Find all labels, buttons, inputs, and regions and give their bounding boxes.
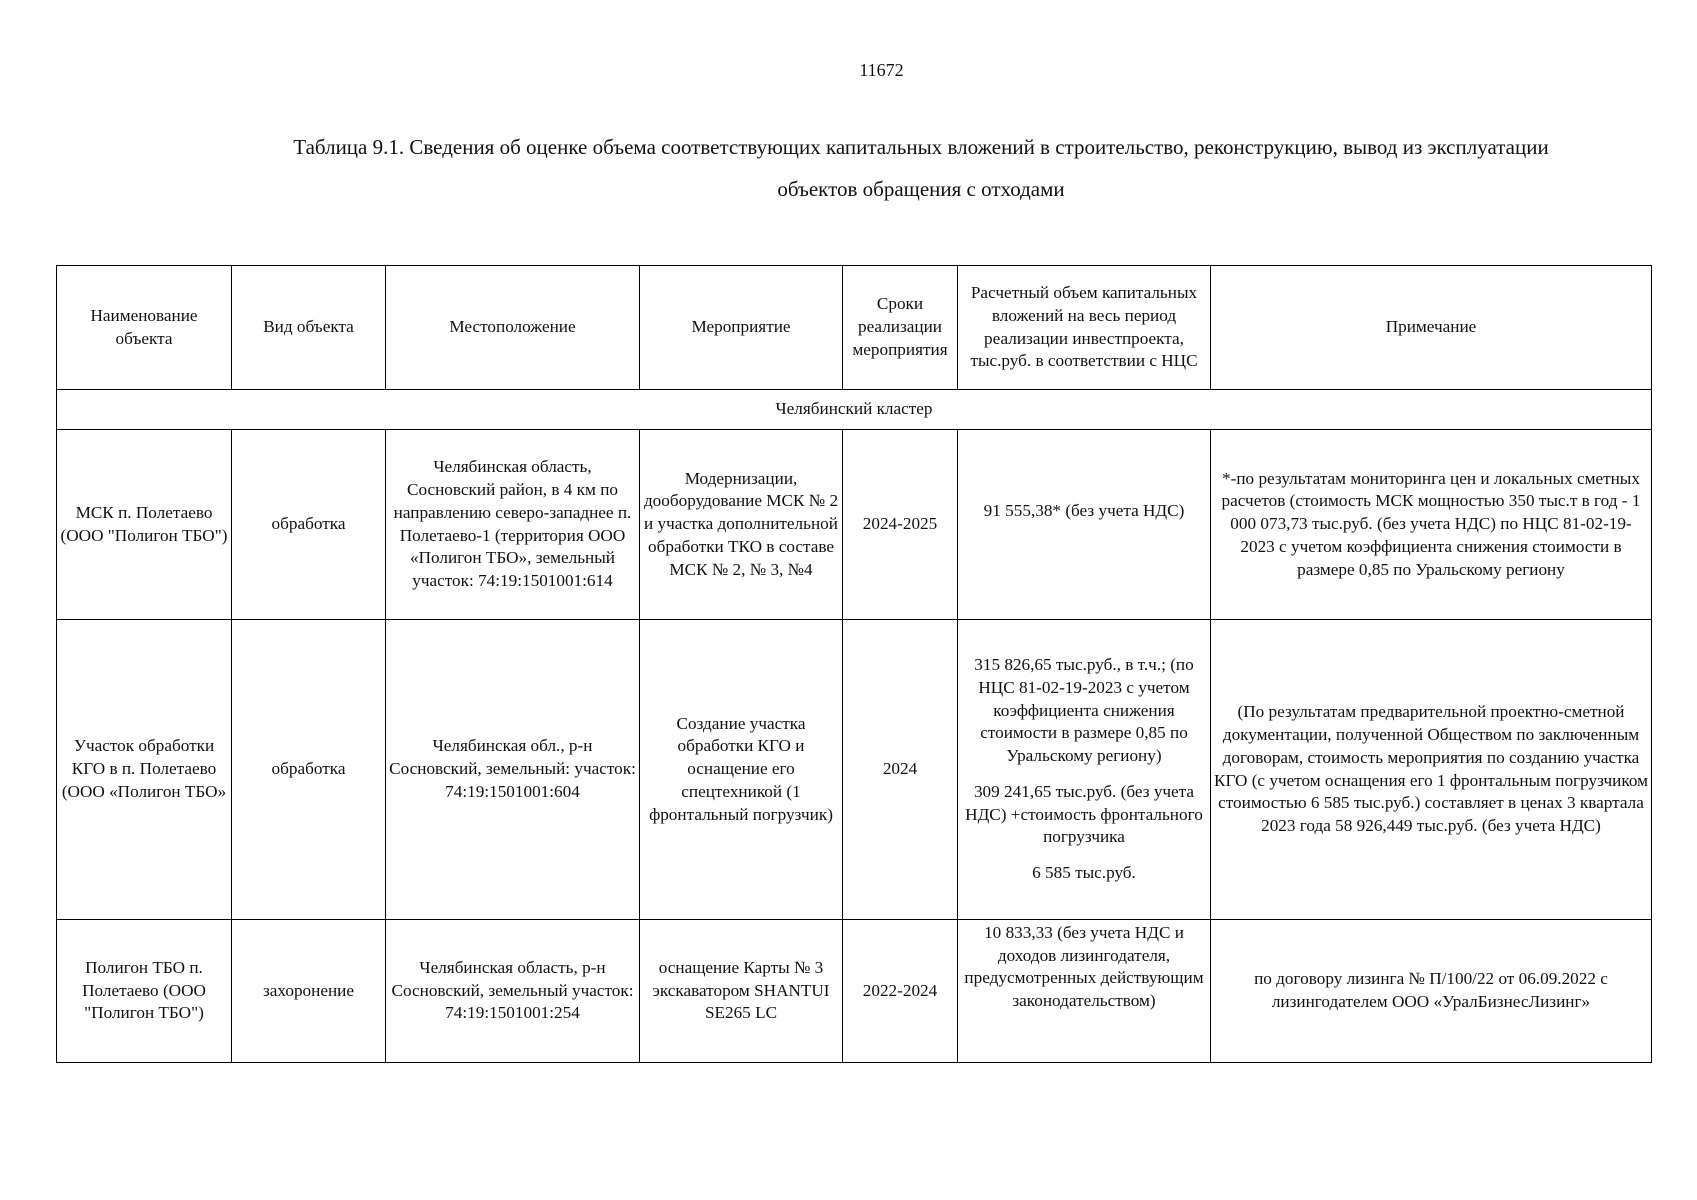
volume-text: 91 555,38* (без учета НДС) (983, 501, 1185, 520)
caption-line-1: Таблица 9.1. Сведения об оценке объема соответствующих капитальных вложений в строительство, реконструкцию, вывод из эксплуатации (293, 135, 1549, 159)
header-measure: Мероприятие (640, 266, 843, 390)
header-row (57, 266, 1652, 390)
cell-term: 2022-2024 (843, 920, 958, 1063)
cell-type: обработка (232, 430, 386, 620)
cell-location: Челябинская обл., р-н Сосновский, земельный: участок: 74:19:1501001:604 (386, 620, 640, 920)
table-row (57, 430, 1652, 620)
cell-measure: Создание участка обработки КГО и оснащение его спецтехникой (1 фронтальный погрузчик) (640, 620, 843, 920)
header-location: Местоположение (386, 266, 640, 390)
volume-text: 10 833,33 (без учета НДС и доходов лизингодателя, предусмотренных действующим законодательством) (964, 923, 1204, 1011)
cell-note: (По результатам предварительной проектно-сметной документации, полученной Обществом по заключенным договорам, стоимость мероприятия по созданию участка КГО (с учетом оснащения его 1 фронтальным погрузчиком стоимостью 6 585 тыс.руб.) составляет в ценах 3 квартала 2023 года 58 926,449 тыс.руб. (без учета НДС) (1211, 620, 1652, 920)
cell-volume (958, 430, 1211, 620)
table-row (57, 620, 1652, 920)
header-term: Сроки реализации мероприятия (843, 266, 958, 390)
cluster-row (57, 390, 1652, 430)
table-row (57, 920, 1652, 1063)
volume-text: 6 585 тыс.руб. (1032, 862, 1136, 882)
cell-name: МСК п. Полетаево (ООО "Полигон ТБО") (57, 430, 232, 620)
cell-volume (958, 620, 1211, 920)
cell-term: 2024 (843, 620, 958, 920)
header-volume: Расчетный объем капитальных вложений на весь период реализации инвестпроекта, тыс.руб. в соответствии с НЦС (958, 266, 1211, 390)
cell-location: Челябинская область, р-н Сосновский, земельный участок: 74:19:1501001:254 (386, 920, 640, 1063)
caption-line-2: объектов обращения с отходами (777, 177, 1065, 201)
cell-note: *-по результатам мониторинга цен и локальных сметных расчетов (стоимость МСК мощностью 350 тыс.т в год - 1 000 073,73 тыс.руб. (без учета НДС) по НЦС 81-02-19-2023 с учетом коэффициента снижения стоимости в размере 0,85 по Уральскому региону (1211, 430, 1652, 620)
capital-investment-table (56, 265, 1652, 1063)
cell-location: Челябинская область, Сосновский район, в 4 км по направлению северо-западнее п. Полетаево-1 (территория ООО «Полигон ТБО», земельный участок: 74:19:1501001:614 (386, 430, 640, 620)
header-note: Примечание (1211, 266, 1652, 390)
page-number: 11672 (859, 60, 904, 80)
cell-name: Участок обработки КГО в п. Полетаево (ООО «Полигон ТБО» (57, 620, 232, 920)
cell-type: обработка (232, 620, 386, 920)
table-caption (150, 126, 1692, 210)
cell-name: Полигон ТБО п. Полетаево (ООО "Полигон ТБО") (57, 920, 232, 1063)
cell-type: захоронение (232, 920, 386, 1063)
cell-note: по договору лизинга № П/100/22 от 06.09.2022 с лизингодателем ООО «УралБизнесЛизинг» (1211, 920, 1652, 1063)
cell-measure: Модернизации, дооборудование МСК № 2 и участка дополнительной обработки ТКО в составе МСК № 2, № 3, №4 (640, 430, 843, 620)
volume-text: 309 241,65 тыс.руб. (без учета НДС) +стоимость фронтального погрузчика (965, 781, 1203, 847)
cell-measure: оснащение Карты № 3 экскаватором SHANTUI SE265 LC (640, 920, 843, 1063)
cluster-title: Челябинский кластер (57, 390, 1652, 430)
header-type: Вид объекта (232, 266, 386, 390)
volume-text: 315 826,65 тыс.руб., в т.ч.; (по НЦС 81-02-19-2023 с учетом коэффициента снижения стоимости в размере 0,85 по Уральскому региону) (974, 655, 1194, 766)
cell-term: 2024-2025 (843, 430, 958, 620)
header-name: Наименование объекта (57, 266, 232, 390)
cell-volume (958, 920, 1211, 1063)
